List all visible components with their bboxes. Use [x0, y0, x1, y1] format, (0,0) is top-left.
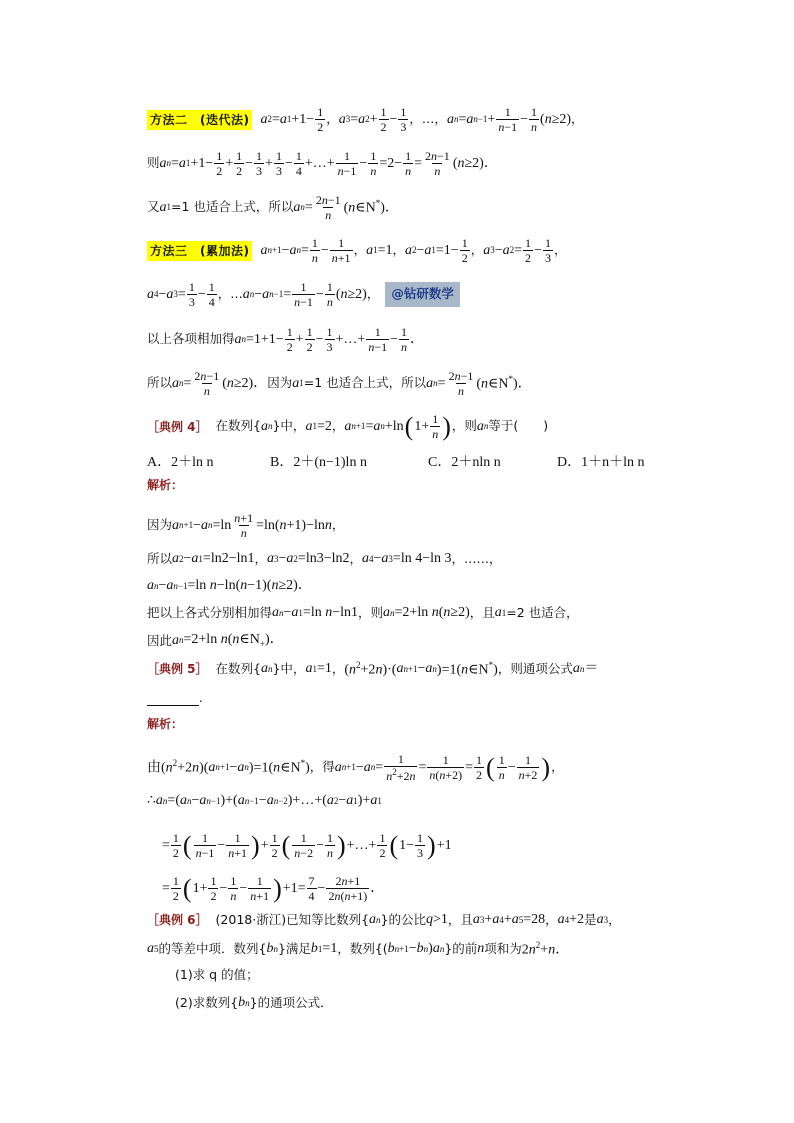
example4-step1: 因为 a n+1 − a n =ln $\frac{n+1}{n}$ =ln(n+1)−lnn ， — [147, 511, 345, 540]
method3-line4: 所以 a n = $\frac{2n-1}{n}$ (n≥2)． 因为 a 1 =1 也适合上式，所以 a n = $\frac{2n-1}{n}$ (n∈N*)． — [147, 369, 532, 398]
example4-step5: 因此 a n =2+ln $n(n\in N_+)$． — [147, 632, 284, 649]
example5-step3: = $\frac{1}{2}$ ( $\frac{1}{n-1}$ − $\frac{1}{n+1}$ ) + $\frac{1}{2}$ ( $\frac{1}{n-2}$ − $\frac{1}{n}$ ) +…+ $\frac{1}{2}$ ( 1− $\frac{1}{3}$ ) +1 — [162, 830, 452, 860]
example4-label: ［典例 4］ — [147, 419, 208, 434]
method3-line2: a 4 − a 3 = $\frac{1}{3}$ − $\frac{1}{4}$ ，… a n − a n−1 = $\frac{1}{n-1}$ − $\frac{1}{n}$ (n≥2) ， @钻研数学 — [147, 281, 460, 308]
answer-blank-line: . — [147, 692, 203, 706]
example4-jiexi-label — [147, 479, 183, 491]
method2-line3: 又 a 1 =1 也适合上式，所以 a n = $\frac{2n-1}{n}$ (n∈N*)． — [147, 193, 399, 222]
example5-stem: ［典例 5］ 在数列{ a n }中， a 1 =1 ， $(n^2+2n)\cdot$( a n+1 − a n )=1(n∈N*) ，则通项公式 a n ＝ — [147, 660, 599, 678]
method3-line1: 方法三 (累加法) a n+1 − a n = $\frac{1}{n}$ − $\frac{1}{n+1}$ ， a 1 =1 ， a 2 − a 1 =1− $\frac{1}{2}$ ， a 3 − a 2 = $\frac{1}{2}$ − $\frac{1}{3}$ ， — [147, 237, 566, 264]
example6-label: ［典例 6］ — [147, 913, 208, 927]
example4-step3: a n − a n−1 =ln n−ln(n−1)(n≥2)． — [147, 578, 312, 593]
option-c[interactable]: C．2＋nln n — [428, 455, 501, 470]
example5-jiexi-label — [147, 718, 183, 730]
example5-step4: = $\frac{1}{2}$ ( 1+ $\frac{1}{2}$ − $\frac{1}{n}$ − $\frac{1}{n+1}$ ) +1= $\frac{7}{4}$ − $\frac{2n+1}{2n(n+1)}$ ． — [162, 873, 385, 903]
analysis-label: 解析： — [147, 717, 184, 731]
example6-q2: (2)求数列{ b n }的通项公式． — [175, 994, 333, 1010]
analysis-label: 解析： — [147, 478, 184, 492]
method3-tag: 方法三 (累加法) — [147, 241, 252, 261]
fraction: $\frac{1}{3}$ — [400, 105, 407, 134]
example6-q1 — [175, 969, 259, 982]
example4-step4: 把以上各式分别相加得 a n − a 1 =ln n−ln1 ，则 a n =2+ln n(n≥2) ，且 a 1 =2 也适合， — [147, 604, 579, 620]
method2-line1: 方法二 (迭代法) a 2 = a 1 +1− $\frac{1}{2}$ ， a 3 = a 2 + $\frac{1}{2}$ − $\frac{1}{3}$ ，…， a n = a n−1 + $\frac{1}{n-1}$ − $\frac{1}{n}$ (n≥2) ， — [147, 106, 584, 133]
answer-blank[interactable] — [147, 693, 199, 706]
option-a[interactable]: A．2＋ln n — [147, 455, 214, 470]
method2-tag: 方法二 (迭代法) — [147, 110, 252, 130]
option-d[interactable]: D．1＋n＋ln n — [557, 455, 645, 470]
example6-stem: ［典例 6］ (2018·浙江)已知等比数列{ a n }的公比 q >1 ，且 a 3 + a 4 + a 5 =28 ， a 4 +2 是 a 3 ， — [147, 911, 621, 927]
example4-step2: 所以 a 2 − a 1 =ln2−ln1 ， a 3 − a 2 =ln3−ln2 ， a 4 − a 3 =ln 4−ln 3 ，……， — [147, 550, 502, 566]
example5-step1: 由$(n^2+2n)$( a n+1 − a n )=1(n∈N*) ，得 a n+1 − a n = $\frac{1}{n^2+2n}$ = $\frac{1}{n(n+2)}$ = $\frac{1}{2}$ ( $\frac{1}{n}$ − $\frac{1}{n+2}$ ) ， — [147, 752, 564, 783]
fraction: $\frac{1}{2}$ — [380, 105, 387, 134]
watermark-logo: @钻研数学 — [385, 282, 460, 307]
option-b[interactable]: B．2＋(n−1)ln n — [270, 455, 367, 470]
method3-line3: 以上各项相加得 a n =1+1− $\frac{1}{2}$ + $\frac{1}{2}$ − $\frac{1}{3}$ +…+ $\frac{1}{n-1}$ − $\frac{1}{n}$ ． — [147, 325, 424, 354]
example4-stem: ［典例 4］ 在数列{ a n }中， a 1 =2 ， a n+1 = a n +ln ( 1+ $\frac{1}{n}$ ) ，则 a n 等于( ) — [147, 411, 549, 441]
example5-step2: ∴ a n =( a n − a n−1 )+( a n−1 − a n−2 )+…+( a 2 − a 1 )+ a 1 — [147, 793, 382, 808]
method2-line2: 则 a n = a 1 +1− $\frac{1}{2}$ + $\frac{1}{2}$ − $\frac{1}{3}$ + $\frac{1}{3}$ − $\frac{1}{4}$ +…+ $\frac{1}{n-1}$ − $\frac{1}{n}$ =2− $\frac{1}{n}$ = $\frac{2n-1}{n}$ (n≥2)． — [147, 149, 498, 178]
fraction: $\frac{1}{2}$ — [317, 105, 324, 134]
fraction: $\frac{1}{n-1}$ — [498, 105, 518, 134]
example6-stem2: a 5 的等差中项．数列{ b n }满足 b 1 =1 ，数列{( b n+1 − b n ) a n }的前 n 项和为 $2n^2+n$． — [147, 940, 570, 958]
example5-label: ［典例 5］ — [147, 662, 208, 677]
fraction: $\frac{1}{n}$ — [531, 105, 538, 134]
question-1: (1)求 q 的值； — [175, 967, 259, 982]
